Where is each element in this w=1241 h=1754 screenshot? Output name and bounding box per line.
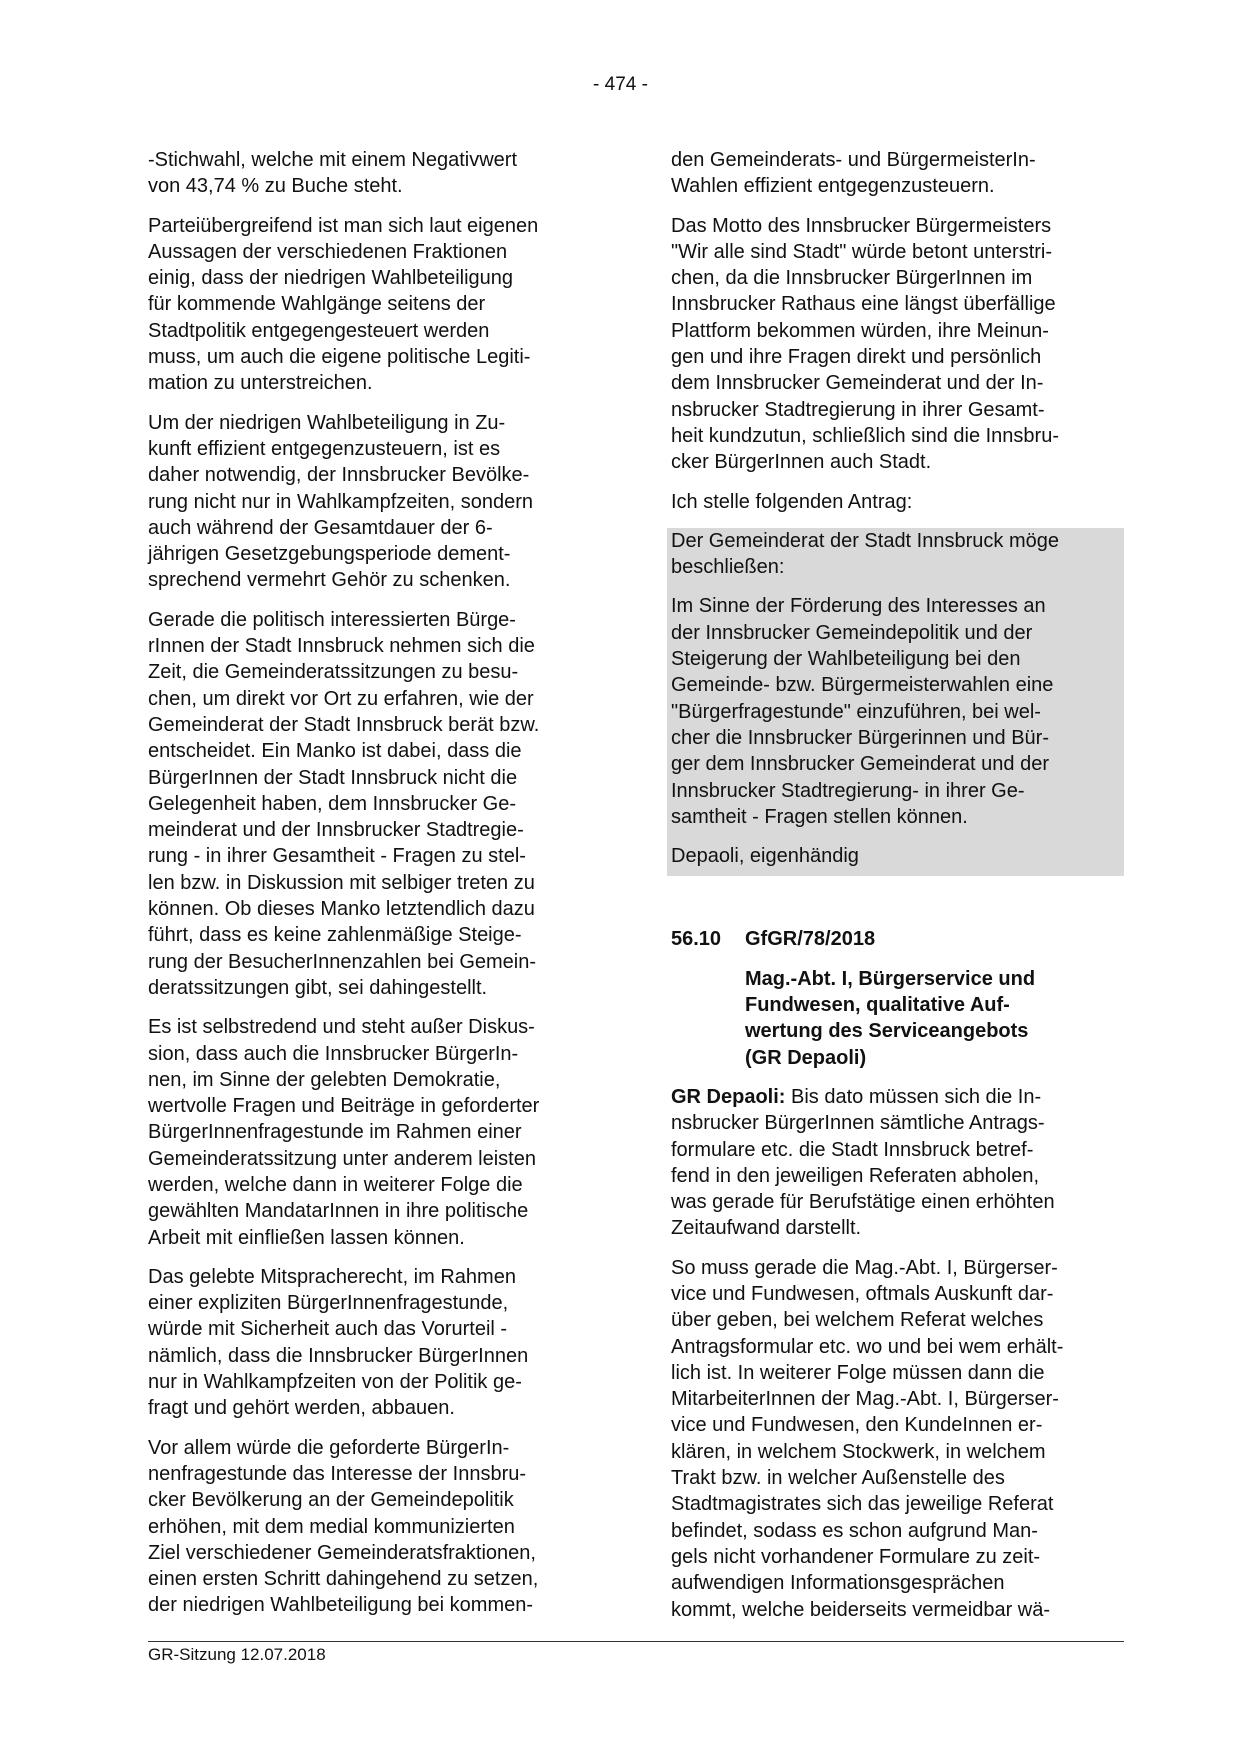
text-line: "Bürgerfragestunde" einzuführen, bei wel- [671, 700, 1041, 723]
agenda-item-number: 56.10 [671, 928, 722, 951]
text-line: Vor allem würde die geforderte BürgerIn- [148, 1436, 510, 1459]
text-line: der Innsbrucker Gemeindepolitik und der [671, 621, 1033, 644]
paragraph [671, 489, 1131, 515]
text-line: fragt und gehört werden, abbauen. [148, 1397, 455, 1420]
text-line: Der Gemeinderat der Stadt Innsbruck möge [671, 529, 1059, 552]
agenda-item-title [745, 966, 1131, 1071]
text-line: beschließen: [671, 556, 785, 579]
text-line: Es ist selbstredend und steht außer Diskus- [148, 1016, 535, 1039]
text-line: befindet, sodass es schon aufgrund Man- [671, 1519, 1038, 1542]
text-line: gewählten MandatarInnen in ihre politische [148, 1200, 529, 1223]
paragraph [148, 607, 608, 1001]
text-line: können. Ob dieses Manko letztendlich dazu [148, 898, 535, 921]
text-line: rInnen der Stadt Innsbruck nehmen sich die [148, 635, 535, 658]
text-line: formulare etc. die Stadt Innsbruck betref- [671, 1138, 1034, 1161]
text-line: gen und ihre Fragen direkt und persönlich [671, 346, 1042, 369]
text-line: daher notwendig, der Innsbrucker Bevölke- [148, 464, 530, 487]
text-line: meinderat und der Innsbrucker Stadtregie- [148, 819, 524, 842]
text-line: für kommende Wahlgänge seitens der [148, 293, 486, 316]
text-line: wertvolle Fragen und Beiträge in geforderter [148, 1095, 540, 1118]
text-line: nen, im Sinne der gelebten Demokratie, [148, 1068, 501, 1091]
text-line: Antragsformular etc. wo und bei wem erhält- [671, 1335, 1064, 1358]
title-line: (GR Depaoli) [745, 1046, 867, 1069]
text-line: BürgerInnenfragestunde im Rahmen einer [148, 1121, 522, 1144]
text-line: Zeit, die Gemeinderatssitzungen zu besu- [148, 661, 519, 684]
text-line: einen ersten Schritt dahingehend zu setzen, [148, 1568, 539, 1591]
text-line: Depaoli, eigenhändig [671, 845, 859, 868]
text-line: nsbrucker BürgerInnen sämtliche Antrags- [671, 1112, 1045, 1135]
text-line: Trakt bzw. in welcher Außenstelle des [671, 1467, 1005, 1490]
text-line: kommt, welche beiderseits vermeidbar wä- [671, 1598, 1051, 1621]
title-line: Mag.-Abt. I, Bürgerservice und [745, 967, 1036, 990]
text-line: Um der niedrigen Wahlbeteiligung in Zu- [148, 411, 506, 434]
text-line: gels nicht vorhandener Formulare zu zeit- [671, 1545, 1041, 1568]
text-line: Das Motto des Innsbrucker Bürgermeisters [671, 214, 1052, 237]
paragraph [671, 528, 1120, 581]
text-line: erhöhen, mit dem medial kommunizierten [148, 1515, 515, 1538]
text-line: rung der BesucherInnenzahlen bei Gemein- [148, 950, 537, 973]
text-line: Gemeinde- bzw. Bürgermeisterwahlen eine [671, 674, 1054, 697]
text-line: nsbrucker Stadtregierung in ihrer Gesamt- [671, 398, 1045, 421]
title-line: Fundwesen, qualitative Auf- [745, 994, 1010, 1017]
speaker-name: GR Depaoli: [671, 1085, 786, 1108]
text-line: was gerade für Berufstätige einen erhöhten [671, 1191, 1055, 1214]
text-line: So muss gerade die Mag.-Abt. I, Bürgerser- [671, 1256, 1058, 1279]
text-line: cker BürgerInnen auch Stadt. [671, 451, 932, 474]
text-line: aufwendigen Informationsgesprächen [671, 1572, 1005, 1595]
text-line: Gelegenheit haben, dem Innsbrucker Ge- [148, 792, 516, 815]
text-line: nämlich, dass die Innsbrucker BürgerInnen [148, 1344, 529, 1367]
motion-box [667, 528, 1124, 877]
text-line: einer expliziten BürgerInnenfragestunde, [148, 1292, 509, 1315]
text-line: einig, dass der niedrigen Wahlbeteiligung [148, 267, 514, 290]
text-line: Gemeinderatssitzung unter anderem leisten [148, 1147, 536, 1170]
text-line: Das gelebte Mitspracherecht, im Rahmen [148, 1265, 516, 1288]
text-line: Wahlen effizient entgegenzusteuern. [671, 175, 995, 198]
text-line: Im Sinne der Förderung des Interesses an [671, 595, 1046, 618]
intro-paragraphs [671, 147, 1131, 515]
text-line: Ziel verschiedener Gemeinderatsfraktionen, [148, 1541, 536, 1564]
paragraph [148, 1435, 608, 1619]
text-span: Bis dato müssen sich die In- [785, 1085, 1042, 1108]
text-line: Zeitaufwand darstellt. [671, 1217, 862, 1240]
text-line: mation zu unterstreichen. [148, 372, 373, 395]
text-line: auch während der Gesamtdauer der 6- [148, 516, 493, 539]
text-line: rung nicht nur in Wahlkampfzeiten, sondern [148, 490, 534, 513]
text-line: ger dem Innsbrucker Gemeinderat und der [671, 753, 1049, 776]
text-line: kunft effizient entgegenzusteuern, ist es [148, 437, 501, 460]
text-line [671, 1084, 1131, 1110]
text-line: jährigen Gesetzgebungsperiode dement- [148, 543, 511, 566]
text-line: vice und Fundwesen, oftmals Auskunft dar- [671, 1282, 1054, 1305]
paragraph [671, 1255, 1131, 1623]
paragraph [671, 213, 1131, 476]
text-line: von 43,74 % zu Buche steht. [148, 175, 403, 198]
text-line: klären, in welchem Stockwerk, in welchem [671, 1440, 1046, 1463]
text-line: Gemeinderat der Stadt Innsbruck berät bzw. [148, 713, 540, 736]
text-line: fend in den jeweiligen Referaten abholen, [671, 1164, 1040, 1187]
text-line: cker Bevölkerung an der Gemeindepolitik [148, 1489, 514, 1512]
text-line: Parteiübergreifend ist man sich laut eigenen [148, 214, 539, 237]
paragraph [148, 1264, 608, 1422]
paragraph [671, 147, 1131, 200]
agenda-item-heading [671, 926, 1131, 1070]
paragraph [148, 410, 608, 594]
text-line: würde mit Sicherheit auch das Vorurteil - [148, 1318, 508, 1341]
text-line: heit kundzutun, schließlich sind die Innsbru- [671, 424, 1059, 447]
text-line: muss, um auch die eigene politische Legiti- [148, 346, 531, 369]
page-number: - 474 - [593, 74, 648, 95]
text-line: führt, dass es keine zahlenmäßige Steige- [148, 924, 522, 947]
paragraph [671, 593, 1120, 830]
paragraph [671, 1084, 1131, 1242]
text-line: Gerade die politisch interessierten Bürge- [148, 608, 516, 631]
text-line: "Wir alle sind Stadt" würde betont unterstri- [671, 240, 1053, 263]
text-line: chen, da die Innsbrucker BürgerInnen im [671, 267, 1033, 290]
footer-divider [148, 1641, 1124, 1642]
footer-text: GR-Sitzung 12.07.2018 [148, 1645, 326, 1664]
text-line: vice und Fundwesen, den KundeInnen er- [671, 1414, 1043, 1437]
text-line: Ich stelle folgenden Antrag: [671, 490, 913, 513]
paragraph [148, 147, 608, 200]
text-line: Innsbrucker Rathaus eine längst überfällige [671, 293, 1056, 316]
text-line: Plattform bekommen würden, ihre Meinun- [671, 319, 1049, 342]
text-line: werden, welche dann in weiterer Folge die [148, 1173, 523, 1196]
text-line: über geben, bei welchem Referat welches [671, 1309, 1044, 1332]
paragraph [671, 843, 1120, 875]
agenda-item-reference: GfGR/78/2018 [745, 928, 876, 951]
text-line: nur in Wahlkampfzeiten von der Politik ge- [148, 1371, 522, 1394]
text-line: der niedrigen Wahlbeteiligung bei kommen- [148, 1594, 534, 1617]
text-line: MitarbeiterInnen der Mag.-Abt. I, Bürgerser- [671, 1388, 1059, 1411]
text-line: Stadtmagistrates sich das jeweilige Referat [671, 1493, 1054, 1516]
text-line: deratssitzungen gibt, sei dahingestellt. [148, 976, 488, 999]
text-line: cher die Innsbrucker Bürgerinnen und Bür- [671, 726, 1049, 749]
text-line: samtheit - Fragen stellen können. [671, 805, 968, 828]
paragraph [148, 1014, 608, 1251]
text-line: Aussagen der verschiedenen Fraktionen [148, 240, 508, 263]
text-line: Innsbrucker Stadtregierung- in ihrer Ge- [671, 779, 1025, 802]
text-line: chen, um direkt vor Ort zu erfahren, wie der [148, 687, 534, 710]
text-line: len bzw. in Diskussion mit selbiger treten zu [148, 871, 535, 894]
text-line: -Stichwahl, welche mit einem Negativwert [148, 149, 518, 171]
text-line: rung - in ihrer Gesamtheit - Fragen zu stel- [148, 845, 526, 868]
text-line: Stadtpolitik entgegengesteuert werden [148, 319, 490, 342]
text-line: sion, dass auch die Innsbrucker BürgerIn- [148, 1042, 519, 1065]
right-column [671, 147, 1131, 1636]
text-line: entscheidet. Ein Manko ist dabei, dass die [148, 740, 522, 763]
text-line: dem Innsbrucker Gemeinderat und der In- [671, 372, 1044, 395]
text-line: Arbeit mit einfließen lassen können. [148, 1226, 465, 1249]
title-line: wertung des Serviceangebots [745, 1020, 1029, 1043]
left-column [148, 147, 608, 1632]
text-line: sprechend vermehrt Gehör zu schenken. [148, 569, 511, 592]
text-line: lich ist. In weiterer Folge müssen dann die [671, 1361, 1045, 1384]
text-line: den Gemeinderats- und BürgermeisterIn- [671, 149, 1036, 171]
text-line: Steigerung der Wahlbeteiligung bei den [671, 648, 1021, 671]
paragraph [148, 213, 608, 397]
speech-paragraphs [671, 1084, 1131, 1623]
text-line: nenfragestunde das Interesse der Innsbru- [148, 1462, 527, 1485]
text-line: BürgerInnen der Stadt Innsbruck nicht die [148, 766, 518, 789]
